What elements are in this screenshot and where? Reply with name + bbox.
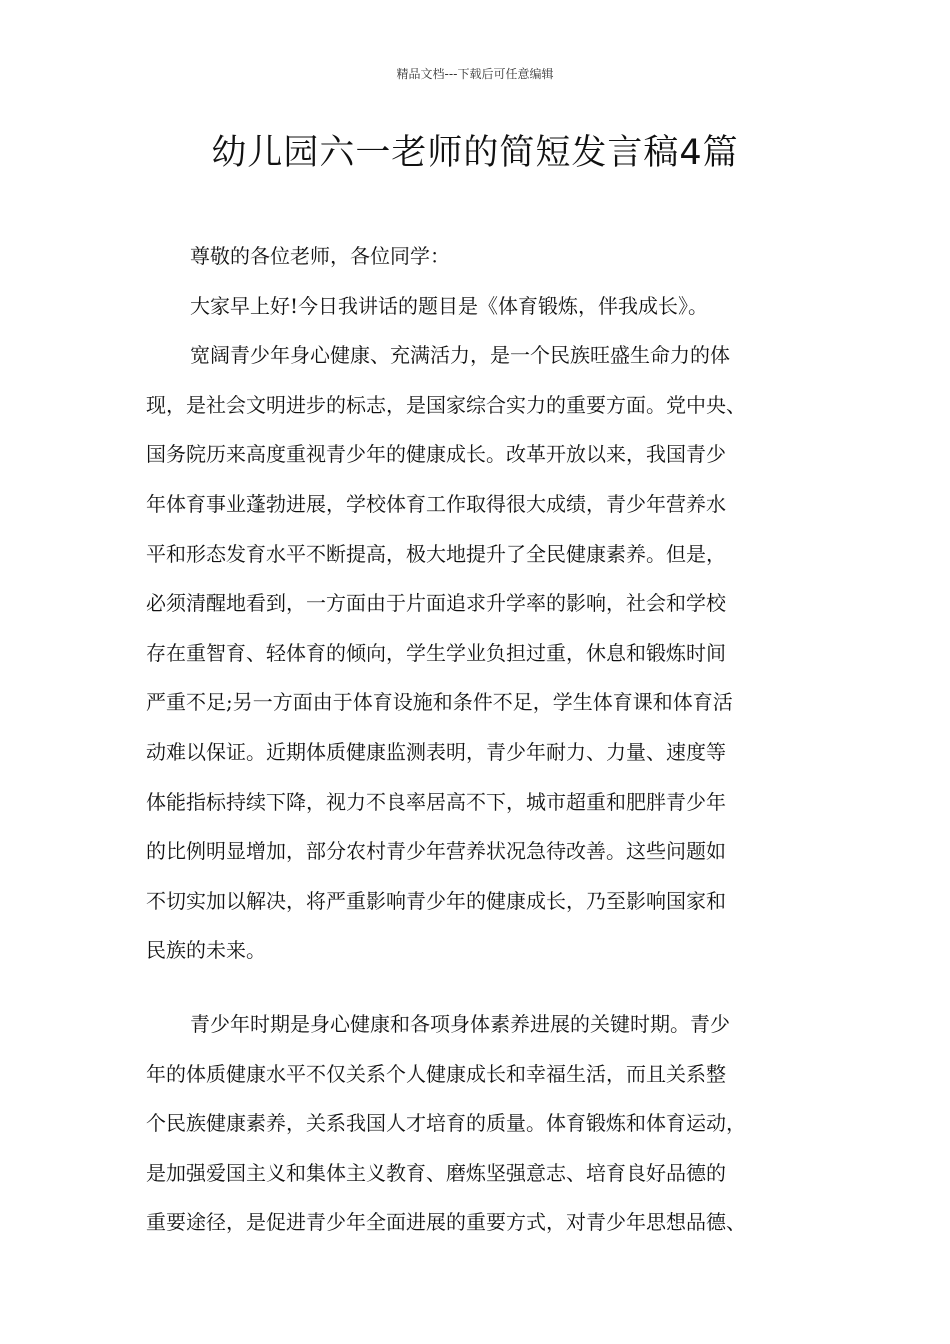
paragraph-line: 国务院历来高度重视青少年的健康成长。改革开放以来，我国青少 — [146, 442, 726, 467]
paragraph-line: 体能指标持续下降，视力不良率居高不下，城市超重和肥胖青少年 — [146, 789, 726, 814]
paragraph-line: 不切实加以解决，将严重影响青少年的健康成长，乃至影响国家和 — [146, 888, 726, 913]
paragraph-line: 宽阔青少年身心健康、充满活力，是一个民族旺盛生命力的体 — [190, 343, 730, 368]
paragraph-line: 必须清醒地看到，一方面由于片面追求升学率的影响，社会和学校 — [146, 591, 726, 616]
paragraph-line: 年体育事业蓬勃进展，学校体育工作取得很大成绩，青少年营养水 — [146, 491, 726, 516]
paragraph-line: 现，是社会文明进步的标志，是国家综合实力的重要方面。党中央、 — [146, 392, 746, 417]
paragraph-2 — [146, 1000, 826, 1248]
paragraph-line: 是加强爱国主义和集体主义教育、磨炼坚强意志、培育良好品德的 — [146, 1160, 726, 1185]
paragraph-line: 民族的未来。 — [146, 938, 266, 963]
paragraph-line: 的比例明显增加，部分农村青少年营养状况急待改善。这些问题如 — [146, 839, 726, 864]
paragraph-gap — [146, 976, 826, 1000]
greeting-line: 尊敬的各位老师，各位同学： — [190, 244, 450, 268]
paragraph-line: 青少年时期是身心健康和各项身体素养进展的关键时期。青少 — [190, 1011, 730, 1036]
paragraph-line: 存在重智育、轻体育的倾向，学生学业负担过重，休息和锻炼时间 — [146, 640, 726, 665]
header-note: 精品文档---下载后可任意编辑 — [396, 67, 554, 81]
paragraph-1 — [146, 331, 826, 976]
paragraph-line: 平和形态发育水平不断提高，极大地提升了全民健康素养。但是， — [146, 541, 726, 566]
paragraph-line: 重要途径，是促进青少年全面进展的重要方式，对青少年思想品德、 — [146, 1210, 746, 1235]
opening-line: 大家早上好!今日我讲话的题目是《体育锻炼，伴我成长》。 — [190, 293, 709, 318]
paragraph-line: 个民族健康素养，关系我国人才培育的质量。体育锻炼和体育运动， — [146, 1111, 746, 1136]
paragraph-line: 年的体质健康水平不仅关系个人健康成长和幸福生活，而且关系整 — [146, 1061, 726, 1086]
paragraph-line: 动难以保证。近期体质健康监测表明，青少年耐力、力量、速度等 — [146, 739, 726, 764]
paragraph-line: 严重不足;另一方面由于体育设施和条件不足，学生体育课和体育活 — [146, 690, 733, 715]
document-body — [146, 232, 826, 1248]
page-title: 幼儿园六一老师的简短发言稿4篇 — [211, 133, 739, 173]
